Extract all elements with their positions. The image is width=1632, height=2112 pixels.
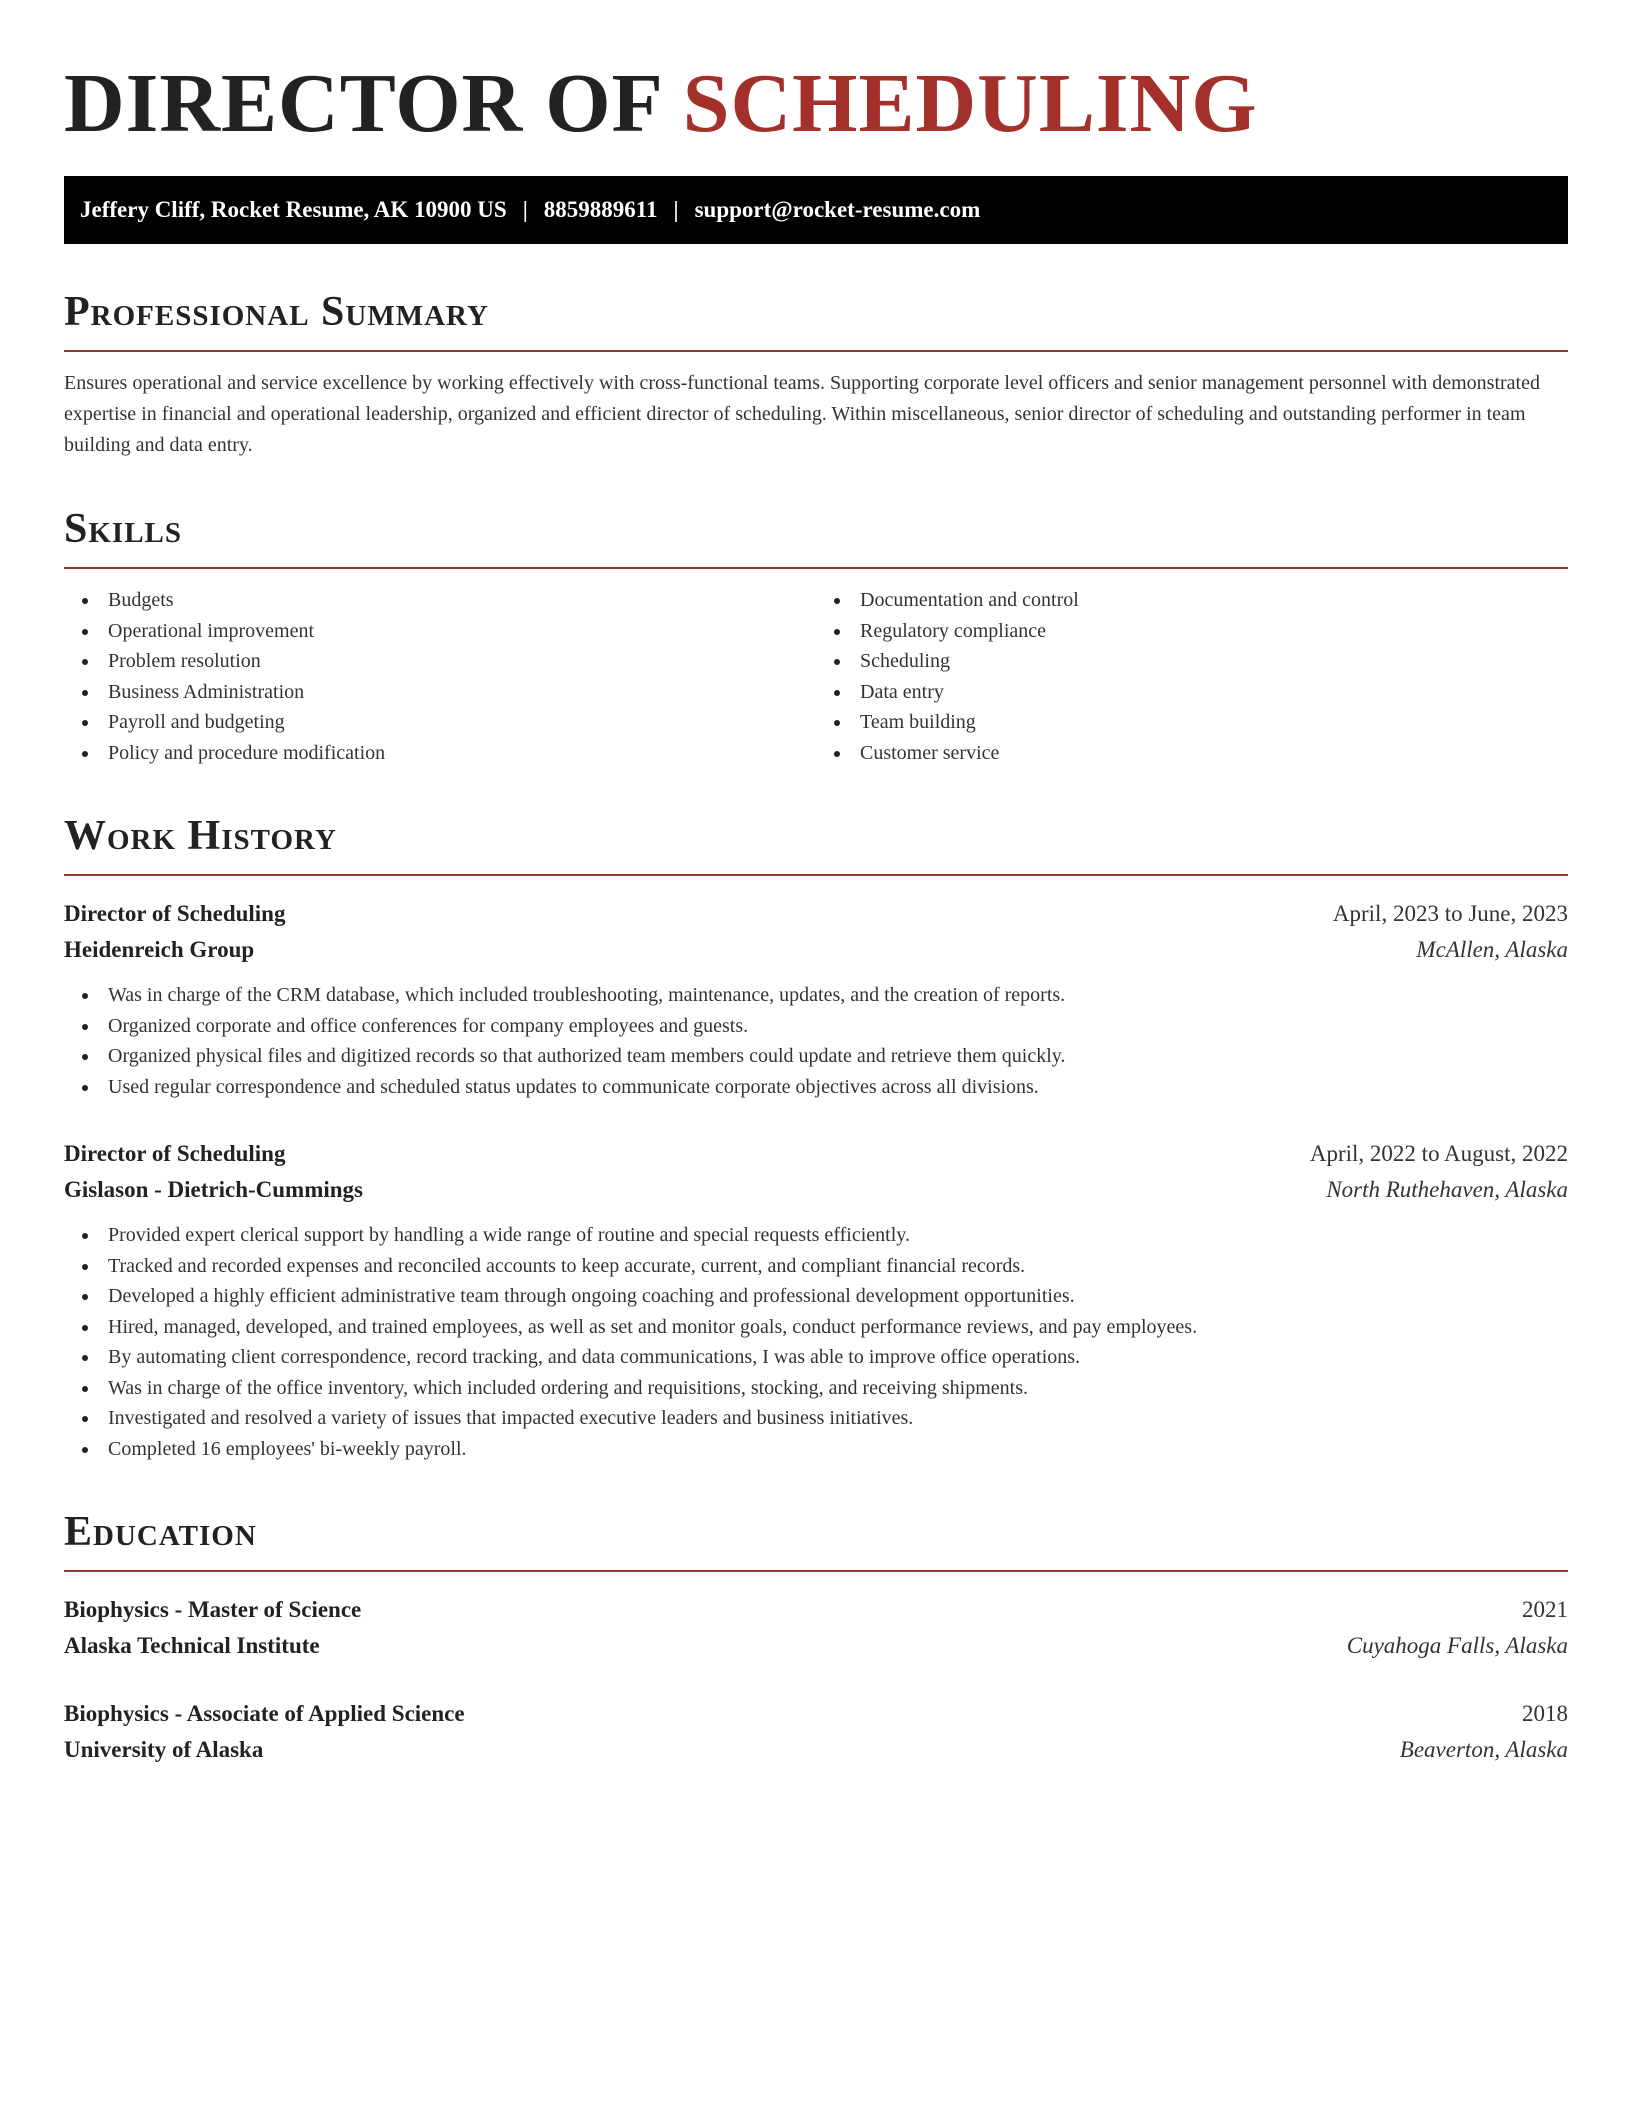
contact-email: support@rocket-resume.com xyxy=(694,197,981,222)
job-bullet: Used regular correspondence and scheduled status updates to communicate corporate objectives across all divisions. xyxy=(64,1072,1568,1103)
title-accent: SCHEDULING xyxy=(682,57,1258,150)
job-dates: April, 2023 to June, 2023 xyxy=(1332,901,1568,926)
skill-item: Problem resolution xyxy=(64,646,816,677)
job-bullet: Completed 16 employees' bi-weekly payroll. xyxy=(64,1434,1568,1465)
job-bullet: Organized physical files and digitized records so that authorized team members could update and retrieve them quickly. xyxy=(64,1041,1568,1072)
education-heading: Education xyxy=(64,1508,1568,1572)
skills-columns xyxy=(64,585,1568,768)
job-entry xyxy=(64,896,1568,1102)
job-title: Director of Scheduling xyxy=(64,1141,286,1166)
contact-bar xyxy=(64,176,1568,244)
job-location: North Ruthehaven, Alaska xyxy=(1326,1177,1568,1202)
education-entry xyxy=(64,1592,1568,1664)
education-degree-row xyxy=(64,1696,1568,1732)
summary-section xyxy=(64,288,1568,461)
skill-item: Team building xyxy=(816,707,1568,738)
education-school-row xyxy=(64,1732,1568,1768)
job-company: Heidenreich Group xyxy=(64,937,255,962)
skill-item: Policy and procedure modification xyxy=(64,738,816,769)
job-entry xyxy=(64,1136,1568,1464)
job-title: Director of Scheduling xyxy=(64,901,286,926)
resume-title xyxy=(64,54,1568,154)
education-location: Beaverton, Alaska xyxy=(1399,1737,1568,1762)
education-year: 2021 xyxy=(1522,1597,1568,1622)
education-section xyxy=(64,1508,1568,1768)
job-bullet: Tracked and recorded expenses and reconciled accounts to keep accurate, current, and compliant financial records. xyxy=(64,1251,1568,1282)
job-bullet: By automating client correspondence, record tracking, and data communications, I was able to improve office operations. xyxy=(64,1342,1568,1373)
job-bullet: Investigated and resolved a variety of issues that impacted executive leaders and business initiatives. xyxy=(64,1403,1568,1434)
skills-heading: Skills xyxy=(64,505,1568,569)
education-entry xyxy=(64,1696,1568,1768)
skills-column-left xyxy=(64,585,816,768)
work-history-section xyxy=(64,812,1568,1464)
job-location: McAllen, Alaska xyxy=(1416,937,1568,962)
education-degree-row xyxy=(64,1592,1568,1628)
job-bullets xyxy=(64,980,1568,1102)
job-bullet: Provided expert clerical support by handling a wide range of routine and special requests efficiently. xyxy=(64,1220,1568,1251)
education-year: 2018 xyxy=(1522,1701,1568,1726)
job-bullets xyxy=(64,1220,1568,1464)
contact-separator: | xyxy=(522,197,528,222)
education-degree: Biophysics - Master of Science xyxy=(64,1597,362,1622)
job-bullet: Was in charge of the CRM database, which included troubleshooting, maintenance, updates, and the creation of reports. xyxy=(64,980,1568,1011)
job-bullet: Developed a highly efficient administrative team through ongoing coaching and professional development opportunities. xyxy=(64,1281,1568,1312)
education-degree: Biophysics - Associate of Applied Science xyxy=(64,1701,465,1726)
education-school: Alaska Technical Institute xyxy=(64,1633,320,1658)
job-company: Gislason - Dietrich-Cummings xyxy=(64,1177,363,1202)
work-history-heading: Work History xyxy=(64,812,1568,876)
skill-item: Data entry xyxy=(816,677,1568,708)
skill-item: Scheduling xyxy=(816,646,1568,677)
job-bullet: Organized corporate and office conferences for company employees and guests. xyxy=(64,1011,1568,1042)
skill-item: Payroll and budgeting xyxy=(64,707,816,738)
education-school: University of Alaska xyxy=(64,1737,264,1762)
contact-separator: | xyxy=(673,197,679,222)
job-company-row xyxy=(64,932,1568,968)
education-location: Cuyahoga Falls, Alaska xyxy=(1346,1633,1568,1658)
contact-address: Jeffery Cliff, Rocket Resume, AK 10900 US xyxy=(80,197,507,222)
skill-item: Business Administration xyxy=(64,677,816,708)
skills-section xyxy=(64,505,1568,768)
summary-text: Ensures operational and service excellence by working effectively with cross-functional teams. Supporting corporate level officers and senior management personnel with demonstrated expertise in financial and operational leadership, organized and efficient director of scheduling. Within miscellaneous, senior director of scheduling and outstanding performer in team building and data entry. xyxy=(64,372,1540,456)
skill-item: Operational improvement xyxy=(64,616,816,647)
job-company-row xyxy=(64,1172,1568,1208)
job-title-row xyxy=(64,896,1568,932)
title-main: DIRECTOR OF xyxy=(64,57,661,150)
job-title-row xyxy=(64,1136,1568,1172)
skill-item: Regulatory compliance xyxy=(816,616,1568,647)
contact-phone: 8859889611 xyxy=(543,197,658,222)
job-bullet: Was in charge of the office inventory, which included ordering and requisitions, stocking, and receiving shipments. xyxy=(64,1373,1568,1404)
job-dates: April, 2022 to August, 2022 xyxy=(1309,1141,1568,1166)
skills-column-right xyxy=(816,585,1568,768)
skill-item: Budgets xyxy=(64,585,816,616)
skill-item: Customer service xyxy=(816,738,1568,769)
education-school-row xyxy=(64,1628,1568,1664)
summary-heading: Professional Summary xyxy=(64,288,1568,352)
skill-item: Documentation and control xyxy=(816,585,1568,616)
job-bullet: Hired, managed, developed, and trained employees, as well as set and monitor goals, conduct performance reviews, and pay employees. xyxy=(64,1312,1568,1343)
